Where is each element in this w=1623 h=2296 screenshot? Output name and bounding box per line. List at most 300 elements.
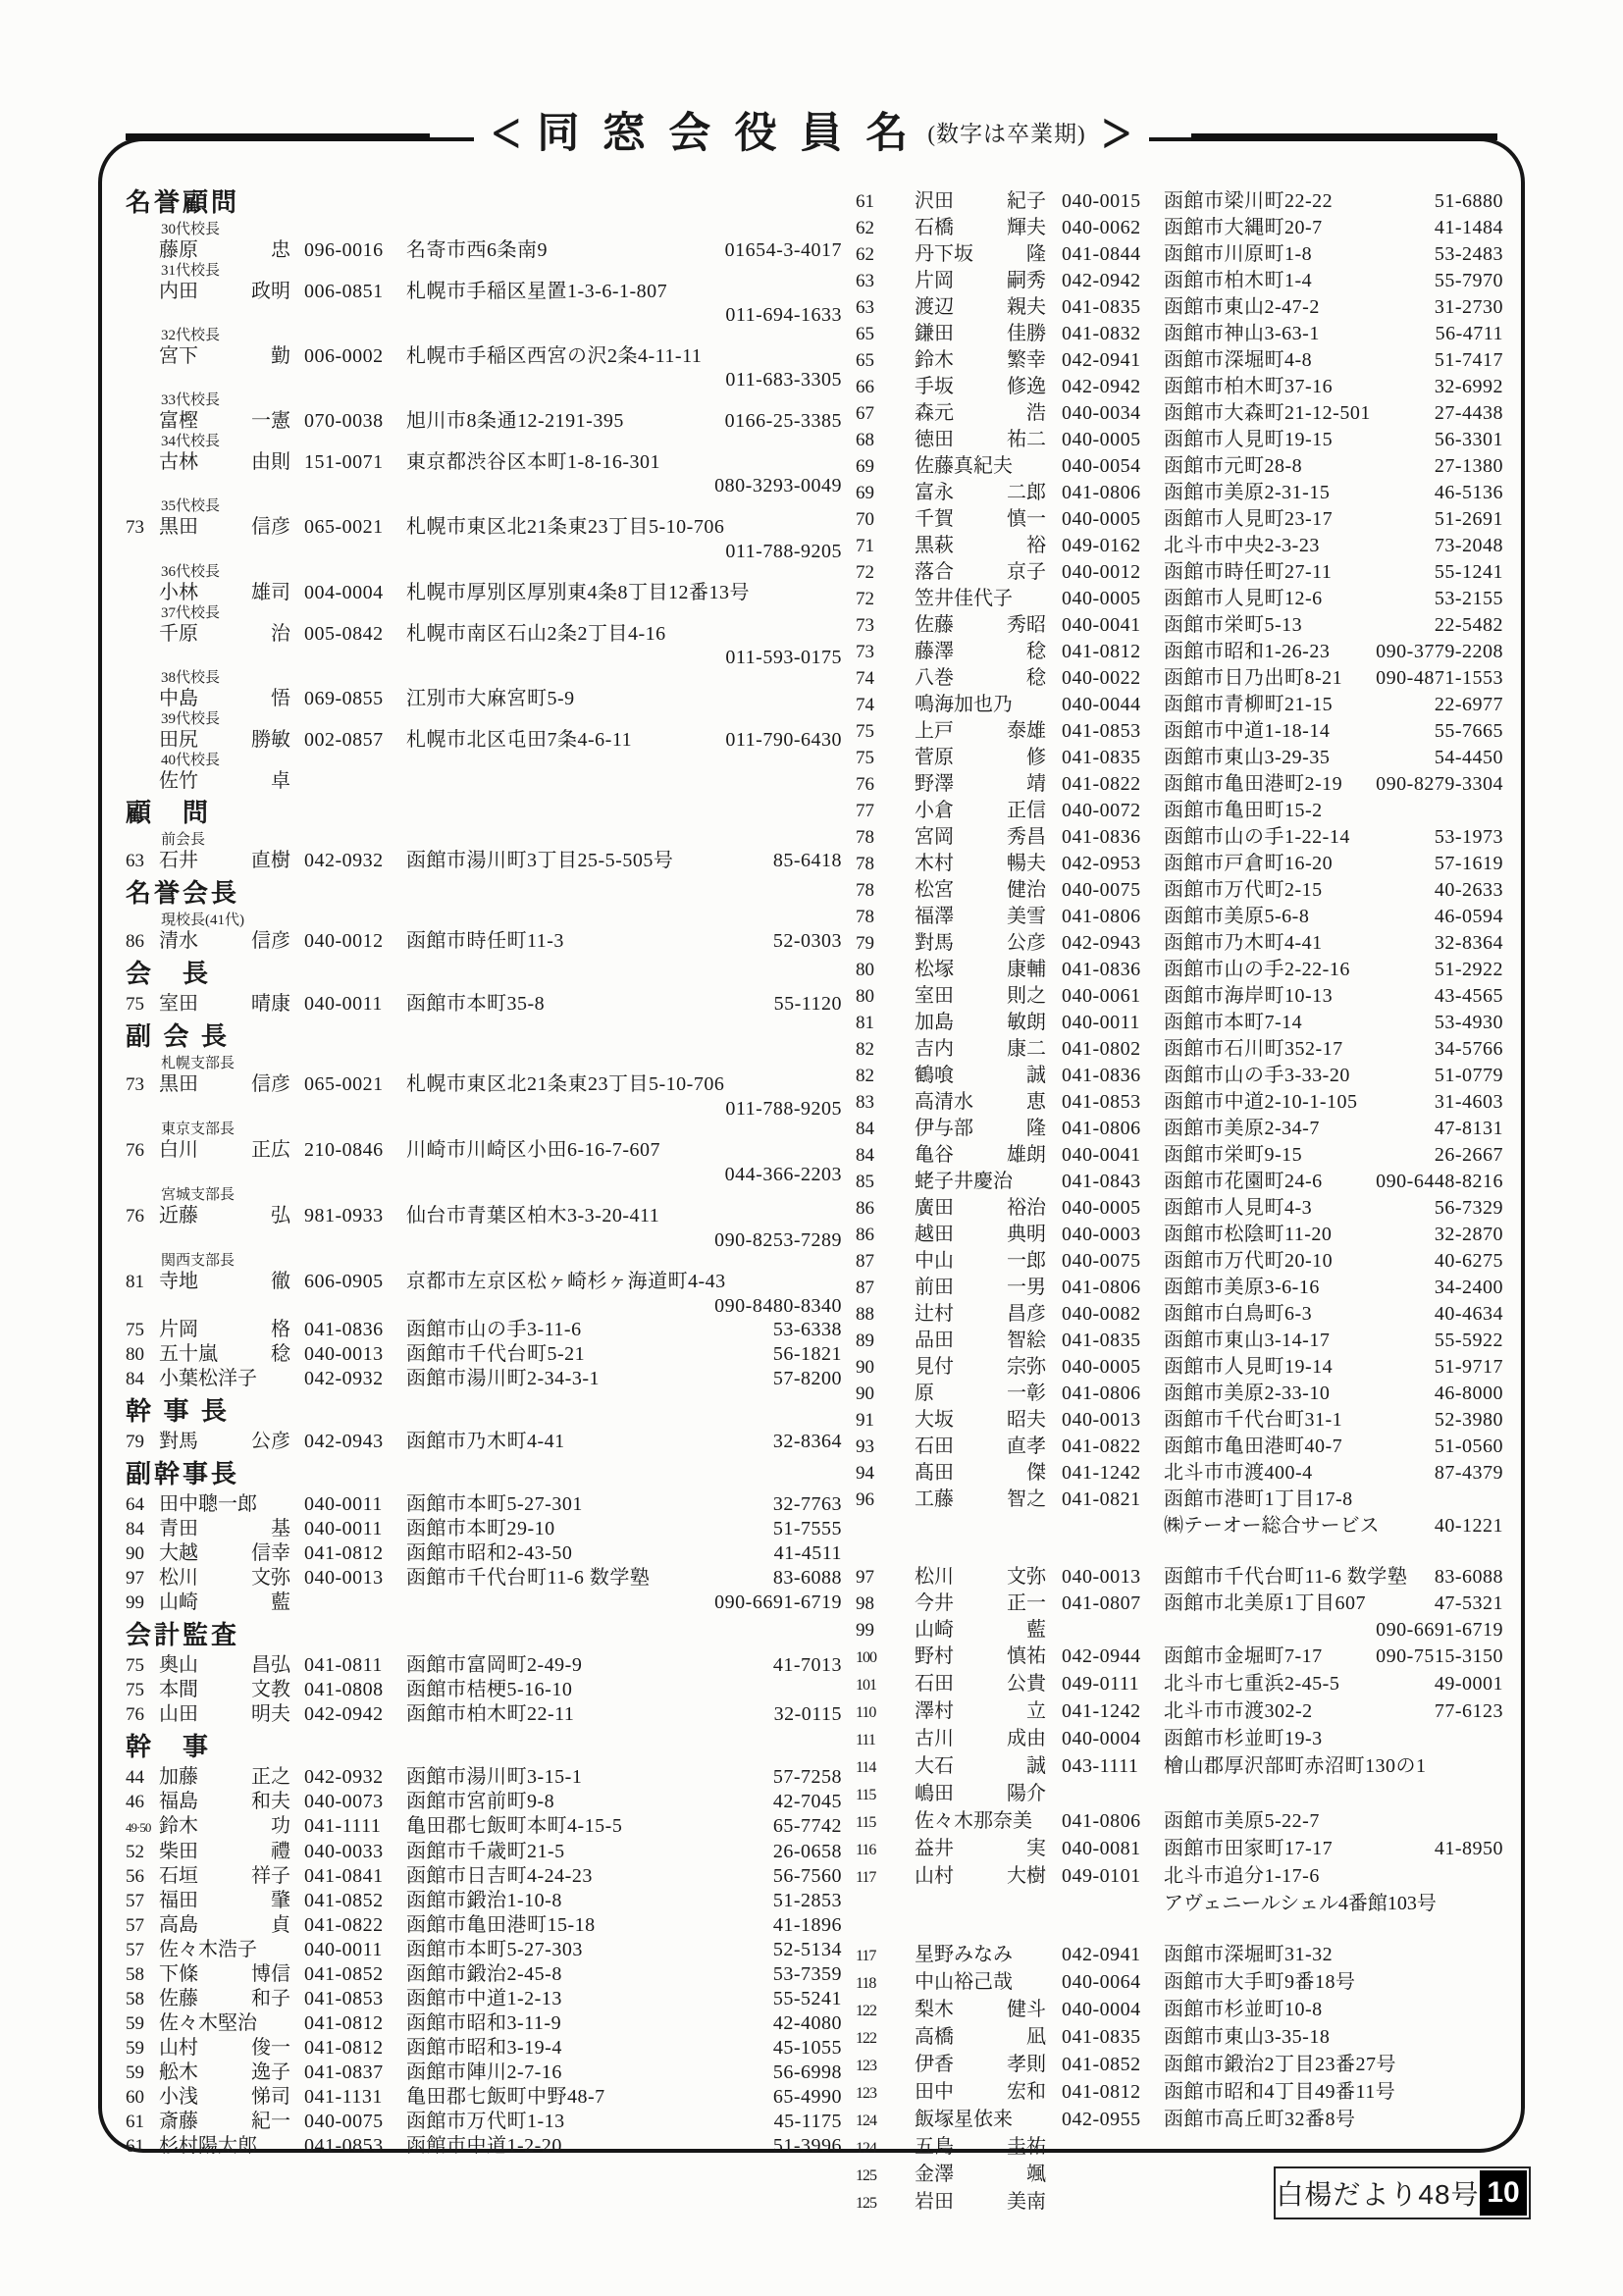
person-name <box>159 728 304 752</box>
address: 函館市美原5-6-8 <box>1164 906 1310 927</box>
name-part: 立 <box>1026 1700 1046 1722</box>
postal-code: 040-0034 <box>1062 402 1141 424</box>
phone-number: 52-3980 <box>1434 1409 1503 1431</box>
phone-number: 090-8279-3304 <box>1376 773 1503 795</box>
postal-code: 042-0944 <box>1062 1645 1141 1667</box>
person-name <box>915 347 1062 373</box>
directory-entry <box>856 692 1503 718</box>
address: 函館市千歳町21-5 <box>406 1841 565 1862</box>
postal-code: 040-0041 <box>1062 1144 1141 1166</box>
class-year-number: 114 <box>856 1759 876 1776</box>
name-part: 徹 <box>271 1271 290 1292</box>
name-part: 富樫 <box>159 410 198 432</box>
person-name <box>915 1381 1062 1406</box>
address: 旭川市8条通12-2191-395 <box>406 410 624 432</box>
phone-number: 011-790-6430 <box>725 729 842 751</box>
title-bracket-left: < <box>491 100 522 167</box>
name-part: 前田 <box>915 1277 954 1298</box>
name-part: 石橋 <box>915 217 954 238</box>
title-subtext: (数字は卒業期) <box>927 121 1086 146</box>
name-part: 五十嵐 <box>159 1343 218 1365</box>
phone-number: 52-0303 <box>772 930 842 952</box>
name-part: 鎌田 <box>915 323 954 344</box>
directory-entry <box>856 1248 1503 1275</box>
name-part: 梨木 <box>915 1999 954 2020</box>
phone-number: 32-8364 <box>1434 932 1503 954</box>
name-part: 片岡 <box>915 270 954 291</box>
person-name <box>915 2134 1062 2160</box>
person-name <box>159 1541 304 1565</box>
postal-code: 041-0806 <box>1062 1277 1141 1298</box>
postal-code: 041-0836 <box>1062 1065 1141 1086</box>
name-part: 典明 <box>1007 1224 1046 1245</box>
person-name <box>159 1566 304 1590</box>
phone-number: 57-1619 <box>1434 853 1503 874</box>
name-part: 稔 <box>1026 641 1046 662</box>
directory-entry <box>856 1781 1503 1808</box>
address: 函館市中道1-2-20 <box>406 2135 562 2157</box>
postal-code: 040-0013 <box>304 1343 384 1365</box>
phone-number: 22-6977 <box>1434 694 1503 715</box>
phone-number: 41-1896 <box>772 1914 842 1936</box>
name-part: 雄司 <box>251 582 290 603</box>
postal-code: 002-0857 <box>304 729 384 751</box>
directory-entry <box>126 344 842 368</box>
class-year-number: 93 <box>856 1436 874 1457</box>
name-part: 渡辺 <box>915 296 954 318</box>
postal-code: 041-0852 <box>304 1890 384 1911</box>
person-name: 田中聰一郎 <box>159 1493 257 1515</box>
class-year-number: 74 <box>856 695 874 715</box>
class-year-number: 66 <box>856 377 874 397</box>
name-part: 古川 <box>915 1728 954 1749</box>
postal-code: 041-0812 <box>1062 2081 1141 2103</box>
address: 函館市海岸町10-13 <box>1164 985 1334 1007</box>
directory-entry <box>856 718 1503 745</box>
directory-entry <box>126 1072 842 1097</box>
phone-number: 85-6418 <box>772 850 842 871</box>
address: 函館市昭和2-43-50 <box>406 1542 573 1564</box>
person-name <box>159 929 304 953</box>
directory-entry <box>856 1116 1503 1142</box>
name-part: 修逸 <box>1007 376 1046 397</box>
person-name <box>159 1318 304 1341</box>
directory-entry <box>126 238 842 262</box>
address: 函館市中道1-18-14 <box>1164 720 1331 742</box>
address: 函館市千代台町5-21 <box>406 1343 586 1365</box>
phone-continuation-row <box>126 540 842 563</box>
directory-entry <box>856 2024 1503 2052</box>
name-part: 公貴 <box>1007 1673 1046 1695</box>
name-part: 山崎 <box>159 1592 198 1613</box>
name-part: 髙田 <box>915 1462 954 1484</box>
name-part: 圭祐 <box>1007 2136 1046 2158</box>
name-part: 宮岡 <box>915 826 954 848</box>
person-name <box>915 1997 1062 2022</box>
name-part: 靖 <box>1026 773 1046 795</box>
directory-entry <box>126 2061 842 2085</box>
name-part: 裕 <box>1026 535 1046 556</box>
address: 北斗市追分1-17-6 <box>1164 1865 1320 1887</box>
person-name <box>915 1116 1062 1141</box>
name-part: 正一 <box>1007 1592 1046 1614</box>
address: 函館市美原2-34-7 <box>1164 1118 1320 1139</box>
address: 函館市大縄町20-7 <box>1164 217 1323 238</box>
person-name <box>915 1089 1062 1115</box>
address: 函館市時任町11-3 <box>406 930 564 952</box>
postal-code: 041-0807 <box>1062 1592 1141 1614</box>
section-header: 会計監査 <box>126 1621 240 1649</box>
page-number: 10 <box>1480 2170 1527 2216</box>
address: 函館市万代町2-15 <box>1164 879 1323 901</box>
phone-number: 42-4080 <box>772 2012 842 2034</box>
entry-note: 40代校長 <box>161 753 221 768</box>
class-year-number: 89 <box>856 1331 874 1351</box>
name-part: 美南 <box>1007 2191 1046 2213</box>
phone-number: 26-2667 <box>1434 1144 1503 1166</box>
name-part: 隆 <box>1026 243 1046 265</box>
class-year-number: 75 <box>856 748 874 768</box>
person-name: 杉村陽太郎 <box>159 2135 257 2157</box>
phone-number: 56-1821 <box>772 1343 842 1365</box>
class-year-number: 116 <box>856 1842 876 1858</box>
person-name <box>159 2061 304 2084</box>
class-year-number: 58 <box>126 1964 144 1985</box>
name-part: 輝夫 <box>1007 217 1046 238</box>
directory-entry <box>856 983 1503 1010</box>
phone-number: 090-4871-1553 <box>1376 667 1503 689</box>
entry-note: 33代校長 <box>161 392 221 408</box>
postal-code: 041-0835 <box>1062 2026 1141 2048</box>
name-part: 稔 <box>1026 667 1046 689</box>
directory-entry <box>856 321 1503 347</box>
name-part: 柴田 <box>159 1841 198 1862</box>
postal-code: 041-0832 <box>1062 323 1141 344</box>
person-name <box>915 321 1062 346</box>
newsletter-name: 白楊だより48号 <box>1276 2179 1480 2210</box>
class-year-number: 110 <box>856 1704 876 1721</box>
name-part: 手坂 <box>915 376 954 397</box>
name-part: 博信 <box>251 1963 290 1985</box>
postal-code: 042-0942 <box>304 1703 384 1725</box>
directory-entry <box>856 1275 1503 1301</box>
class-year-number: 81 <box>856 1013 874 1033</box>
directory-entry <box>126 769 842 793</box>
phone-number: 01654-3-4017 <box>724 239 842 261</box>
directory-entry <box>856 480 1503 506</box>
person-name <box>159 1864 304 1888</box>
directory-entry <box>856 1222 1503 1248</box>
class-year-number: 64 <box>126 1494 144 1515</box>
person-name <box>915 1063 1062 1088</box>
address: 函館市東山3-29-35 <box>1164 747 1331 768</box>
directory-entry <box>856 1671 1503 1698</box>
name-part: 小倉 <box>915 800 954 821</box>
class-year-number: 57 <box>126 1940 144 1960</box>
name-part: 秀昌 <box>1007 826 1046 848</box>
person-name <box>915 2189 1062 2215</box>
section-header: 幹 事 <box>126 1733 212 1761</box>
name-part: 大樹 <box>1007 1865 1046 1887</box>
address: 亀田郡七飯町本町4-15-5 <box>406 1815 623 1837</box>
postal-code: 006-0851 <box>304 281 384 302</box>
postal-code: 040-0072 <box>1062 800 1141 821</box>
address: 函館市本町5-27-303 <box>406 1939 583 1960</box>
phone-number: 044-366-2203 <box>724 1164 842 1185</box>
directory-entry <box>856 798 1503 824</box>
person-name <box>159 1913 304 1937</box>
name-part: 暢夫 <box>1007 853 1046 874</box>
name-part: 文弥 <box>251 1567 290 1589</box>
person-name <box>159 1987 304 2010</box>
class-year-number: 117 <box>856 1869 876 1886</box>
person-name <box>159 409 304 433</box>
phone-number: 40-1221 <box>1434 1515 1503 1537</box>
directory-entry <box>126 1270 842 1294</box>
name-part: 功 <box>271 1815 290 1837</box>
person-name <box>915 2162 1062 2187</box>
person-name <box>159 450 304 474</box>
name-part: 一彰 <box>1007 1383 1046 1404</box>
name-part: 嗣秀 <box>1007 270 1046 291</box>
directory-entry <box>126 450 842 474</box>
directory-entry <box>856 2134 1503 2162</box>
phone-number: 32-2870 <box>1434 1224 1503 1245</box>
name-part: 奥山 <box>159 1654 198 1676</box>
phone-number: 090-8480-8340 <box>714 1295 842 1317</box>
phone-number: 56-3301 <box>1434 429 1503 450</box>
phone-number: 53-2155 <box>1434 588 1503 609</box>
person-name <box>159 1889 304 1912</box>
name-part: 室田 <box>159 993 198 1015</box>
phone-number: 56-4711 <box>1435 323 1503 344</box>
class-year-number: 78 <box>856 880 874 901</box>
class-year-number: 85 <box>856 1172 874 1192</box>
address: 函館市鍛治2-45-8 <box>406 1963 562 1985</box>
address: 函館市山の手3-33-20 <box>1164 1065 1350 1086</box>
directory-entry <box>126 1591 842 1615</box>
postal-code: 041-0835 <box>1062 747 1141 768</box>
address: 函館市亀田港町15-18 <box>406 1914 596 1936</box>
class-year-number: 122 <box>856 2003 876 2019</box>
directory-entry <box>856 215 1503 241</box>
address: 札幌市東区北21条東23丁目5-10-706 <box>406 516 725 538</box>
name-part: 辻村 <box>915 1303 954 1325</box>
phone-number: 51-7555 <box>772 1518 842 1539</box>
name-part: 健斗 <box>1007 1999 1046 2020</box>
class-year-number: 73 <box>126 1074 144 1095</box>
postal-code: 041-0822 <box>1062 773 1141 795</box>
person-name <box>159 992 304 1016</box>
postal-code: 040-0022 <box>1062 667 1141 689</box>
address: 函館市日吉町4-24-23 <box>406 1865 593 1887</box>
postal-code: 041-0802 <box>1062 1038 1141 1060</box>
postal-code: 041-0853 <box>1062 720 1141 742</box>
name-part: 傑 <box>1026 1462 1046 1484</box>
person-name <box>915 2079 1062 2105</box>
person-name <box>159 1517 304 1540</box>
name-part: 正広 <box>251 1139 290 1161</box>
postal-code: 040-0011 <box>304 1518 383 1539</box>
person-name <box>159 1430 304 1453</box>
entry-note: 札幌支部長 <box>161 1056 236 1071</box>
address: 函館市金堀町7-17 <box>1164 1645 1323 1667</box>
postal-code: 004-0004 <box>304 582 384 603</box>
class-year-number: 90 <box>856 1357 874 1378</box>
directory-entry <box>126 2110 842 2134</box>
postal-code: 041-0836 <box>1062 959 1141 980</box>
postal-code: 043-1111 <box>1062 1755 1139 1777</box>
address-continuation-row <box>856 1513 1503 1539</box>
address: 亀田郡七飯町中野48-7 <box>406 2086 605 2108</box>
person-name <box>915 1434 1062 1459</box>
directory-entry <box>126 2134 842 2159</box>
person-name <box>915 798 1062 823</box>
class-year-number: 84 <box>126 1519 144 1539</box>
person-name <box>915 983 1062 1009</box>
name-part: 美雪 <box>1007 906 1046 927</box>
person-name: 佐々木堅治 <box>159 2012 257 2034</box>
name-part: 黒萩 <box>915 535 954 556</box>
name-part: 佐藤 <box>159 1988 198 2009</box>
phone-number: 57-7258 <box>772 1766 842 1788</box>
name-part: 品田 <box>915 1330 954 1351</box>
person-name <box>159 280 304 303</box>
phone-number: 56-7560 <box>772 1865 842 1887</box>
name-part: 康二 <box>1007 1038 1046 1060</box>
postal-code: 040-0011 <box>304 1493 383 1515</box>
class-year-number: 75 <box>856 721 874 742</box>
class-year-number: 46 <box>126 1792 144 1812</box>
postal-code: 005-0842 <box>304 623 384 645</box>
person-name <box>159 1814 304 1838</box>
class-year-number: 80 <box>856 960 874 980</box>
person-name <box>159 1678 304 1701</box>
name-part: 古林 <box>159 451 198 473</box>
directory-entry <box>856 1698 1503 1726</box>
phone-number: 45-1175 <box>773 2111 842 2132</box>
phone-number: 55-1241 <box>1434 561 1503 583</box>
name-part: 丹下坂 <box>915 243 973 265</box>
class-year-number: 70 <box>856 509 874 530</box>
directory-entry <box>126 1962 842 1987</box>
postal-code: 069-0855 <box>304 688 384 709</box>
directory-entry <box>856 1460 1503 1487</box>
phone-number: 87-4379 <box>1434 1462 1503 1484</box>
postal-code: 041-0822 <box>304 1914 384 1936</box>
section-header: 顧 問 <box>126 799 212 827</box>
name-part: 松川 <box>159 1567 198 1589</box>
name-part: 敏朗 <box>1007 1012 1046 1033</box>
class-year-number: 58 <box>126 1989 144 2009</box>
directory-entry <box>856 1381 1503 1407</box>
person-name <box>915 1644 1062 1669</box>
phone-number: 27-4438 <box>1434 402 1503 424</box>
name-part: 裕治 <box>1007 1197 1046 1219</box>
class-year-number: 59 <box>126 2013 144 2034</box>
name-part: 寺地 <box>159 1271 198 1292</box>
address: 函館市湯川町3-15-1 <box>406 1766 583 1788</box>
phone-continuation-row <box>126 646 842 669</box>
directory-entry <box>856 957 1503 983</box>
postal-code: 040-0061 <box>1062 985 1141 1007</box>
directory-entry <box>856 400 1503 427</box>
name-part: 山村 <box>915 1865 954 1887</box>
name-part: 對馬 <box>915 932 954 954</box>
person-name <box>159 849 304 872</box>
phone-number: 51-0779 <box>1434 1065 1503 1086</box>
phone-number: 52-5134 <box>772 1939 842 1960</box>
phone-number: 47-5321 <box>1434 1592 1503 1614</box>
name-part: 俊一 <box>251 2037 290 2059</box>
class-year-number: 65 <box>856 350 874 371</box>
directory-entry <box>126 1430 842 1454</box>
postal-code: 151-0071 <box>304 451 384 473</box>
person-name <box>915 612 1062 638</box>
address: 函館市大手町9番18号 <box>1164 1971 1356 1993</box>
class-year-number: 99 <box>126 1592 144 1613</box>
directory-entry <box>126 1678 842 1702</box>
postal-code: 041-0808 <box>304 1679 384 1700</box>
name-part: 昌彦 <box>1007 1303 1046 1325</box>
postal-code: 040-0082 <box>1062 1303 1141 1325</box>
class-year-number: 91 <box>856 1410 874 1431</box>
person-name <box>915 771 1062 797</box>
section-header: 幹 事 長 <box>126 1397 231 1426</box>
directory-entry <box>856 930 1503 957</box>
name-part: 文教 <box>251 1679 290 1700</box>
phone-number: 011-683-3305 <box>725 369 842 391</box>
name-part: 黒田 <box>159 516 198 538</box>
postal-code: 041-0836 <box>304 1319 384 1340</box>
postal-code: 041-1242 <box>1062 1700 1141 1722</box>
phone-number: 26-0658 <box>772 1841 842 1862</box>
directory-entry <box>856 453 1503 480</box>
name-part: 益井 <box>915 1838 954 1859</box>
address: 函館市昭和3-11-9 <box>406 2012 562 2034</box>
class-year-number: 87 <box>856 1278 874 1298</box>
phone-continuation-row <box>126 303 842 327</box>
postal-code: 041-0837 <box>304 2061 384 2083</box>
postal-code: 041-0835 <box>1062 1330 1141 1351</box>
phone-number: 73-2048 <box>1434 535 1503 556</box>
name-part: 京子 <box>1007 561 1046 583</box>
phone-number: 011-593-0175 <box>725 647 842 668</box>
person-name <box>159 1138 304 1162</box>
class-year-number: 90 <box>856 1383 874 1404</box>
name-part: 晴康 <box>251 993 290 1015</box>
address: 江別市大麻宮町5-9 <box>406 688 575 709</box>
name-part: 岩田 <box>915 2191 954 2213</box>
class-year-number: 78 <box>856 854 874 874</box>
name-part: 落合 <box>915 561 954 583</box>
address: 函館市中道2-10-1-105 <box>1164 1091 1358 1113</box>
name-part: 直樹 <box>251 850 290 871</box>
postal-code: 040-0012 <box>1062 561 1141 583</box>
address: 札幌市手稲区西宮の沢2条4-11-11 <box>406 345 703 367</box>
directory-entry <box>126 687 842 710</box>
class-year-number: 52 <box>126 1842 144 1862</box>
postal-code: 041-0853 <box>304 1988 384 2009</box>
postal-code: 040-0073 <box>304 1791 384 1812</box>
phone-number: 41-4511 <box>773 1542 842 1564</box>
name-part: 徳田 <box>915 429 954 450</box>
directory-entry <box>856 665 1503 692</box>
phone-number: 011-788-9205 <box>725 541 842 562</box>
name-part: 澤村 <box>915 1700 954 1722</box>
person-name <box>159 2085 304 2109</box>
postal-code: 040-0005 <box>1062 1197 1141 1219</box>
